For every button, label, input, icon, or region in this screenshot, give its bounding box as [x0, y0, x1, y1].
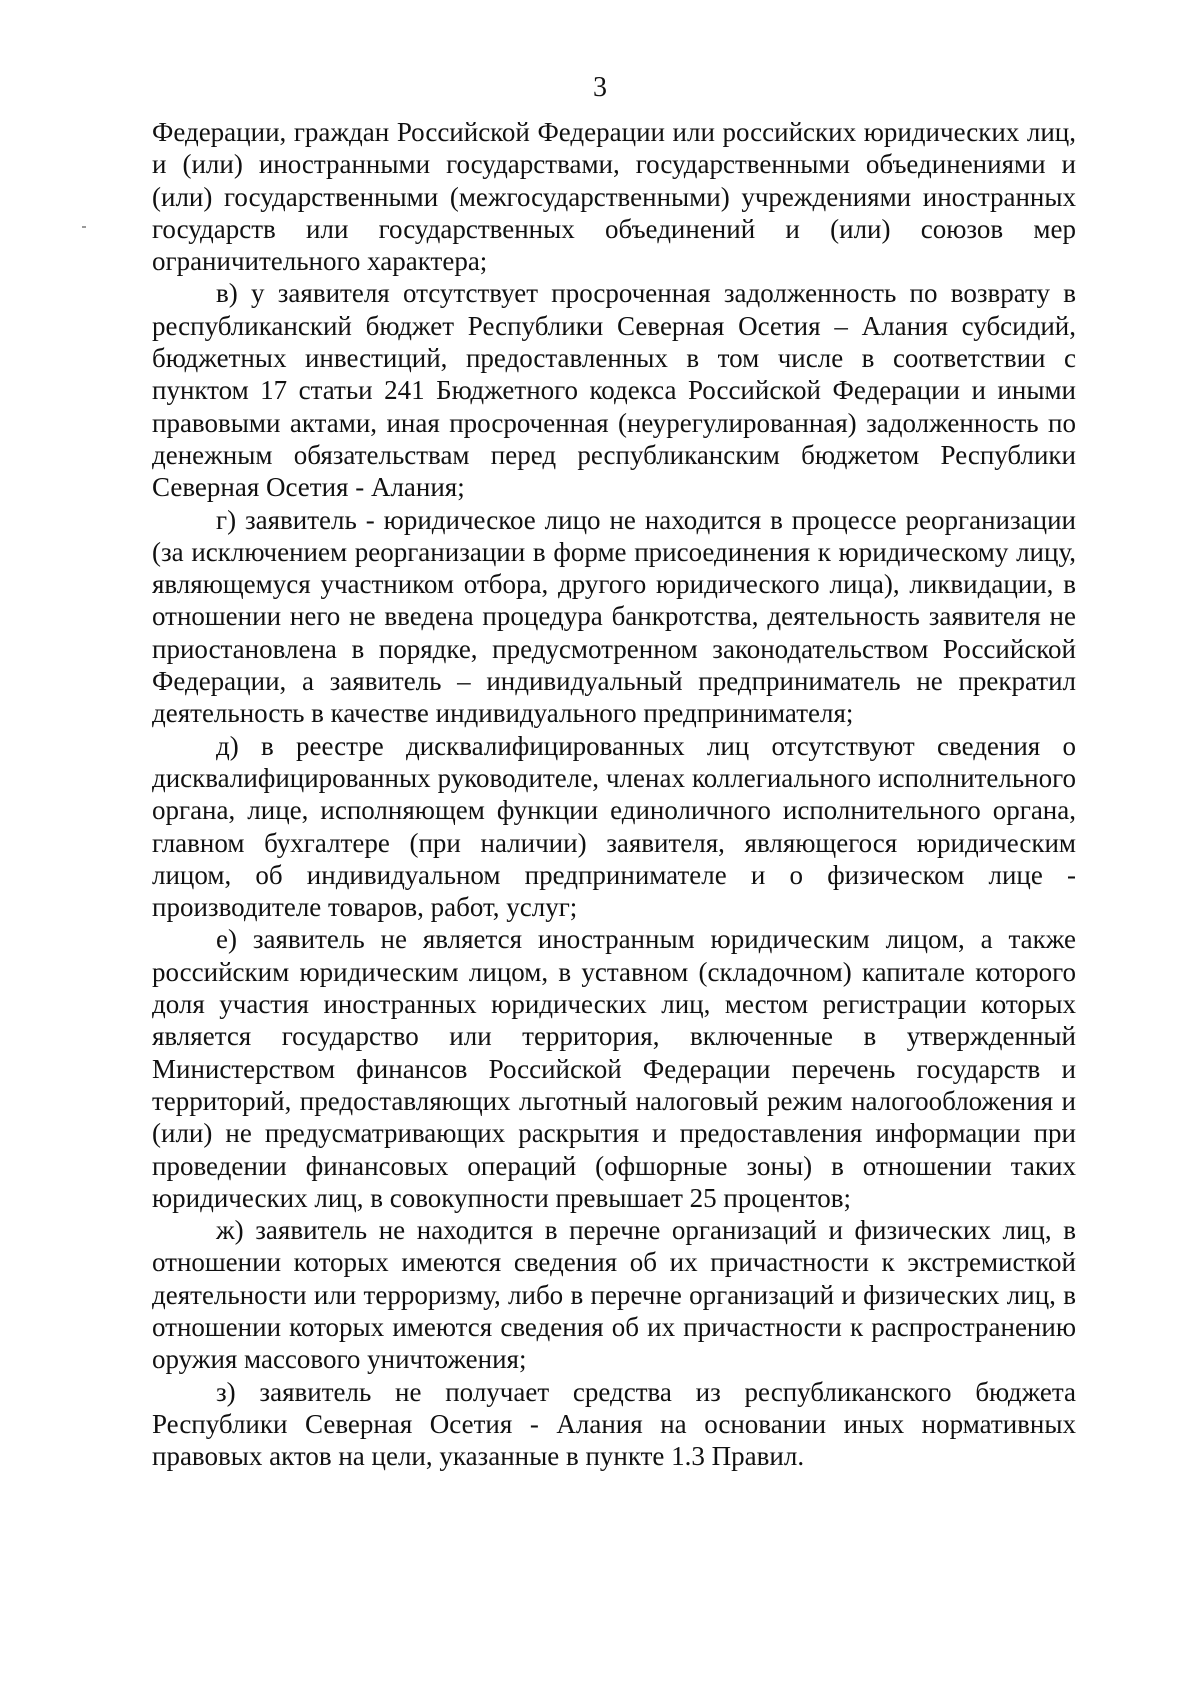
paragraph-item-v: в) у заявителя отсутствует просроченная задолженность по возврату в республиканский бюджет Республики Северная Осетия – Алания субсидий, бюджетных инвестиций, предоставленных в том числе в соответствии с пунктом 17 статьи 241 Бюджетного кодекса Российской Федерации и иными правовыми актами, иная просроченная (неурегулированная) задолженность по денежным обязательствам перед республиканским бюджетом Республики Северная Осетия - Алания; — [152, 278, 1076, 503]
paragraph-item-z: з) заявитель не получает средства из республиканского бюджета Республики Северная Осетия - Алания на основании иных нормативных правовых актов на цели, указанные в пункте 1.3 Правил. — [152, 1376, 1076, 1472]
paragraph-item-d: д) в реестре дисквалифицированных лиц отсутствуют сведения о дисквалифицированных руководителе, членах коллегиального исполнительного органа, лице, исполняющем функции единоличного исполнительного органа, главном бухгалтере (при наличии) заявителя, являющегося юридическим лицом, об индивидуальном предпринимателе и о физическом лице - производителе товаров, работ, услуг; — [152, 730, 1076, 923]
document-body — [152, 116, 1076, 1472]
paragraph-item-g: г) заявитель - юридическое лицо не находится в процессе реорганизации (за исключением реорганизации в форме присоединения к юридическому лицу, являющемуся участником отбора, другого юридического лица), ликвидации, в отношении него не введена процедура банкротства, деятельность заявителя не приостановлена в порядке, предусмотренном законодательством Российской Федерации, а заявитель – индивидуальный предприниматель не прекратил деятельность в качестве индивидуального предпринимателя; — [152, 504, 1076, 729]
page-number: 3 — [593, 72, 607, 103]
margin-mark — [82, 226, 86, 228]
paragraph-item-e: е) заявитель не является иностранным юридическим лицом, а также российским юридическим лицом, в уставном (складочном) капитале которого доля участия иностранных юридических лиц, местом регистрации которых является государство или территория, включенные в утвержденный Министерством финансов Российской Федерации перечень государств и территорий, предоставляющих льготный налоговый режим налогообложения и (или) не предусматривающих раскрытия и предоставления информации при проведении финансовых операций (офшорные зоны) в отношении таких юридических лиц, в совокупности превышает 25 процентов; — [152, 924, 1076, 1213]
paragraph-item-zh: ж) заявитель не находится в перечне организаций и физических лиц, в отношении которых имеются сведения об их причастности к экстремисткой деятельности или терроризму, либо в перечне организаций и физических лиц, в отношении которых имеются сведения об их причастности к распространению оружия массового уничтожения; — [152, 1215, 1076, 1375]
paragraph-continuation: Федерации, граждан Российской Федерации или российских юридических лиц, и (или) иностранными государствами, государственными объединениями и (или) государственными (межгосударственными) учреждениями иностранных государств или государственных объединений и (или) союзов мер ограничительного характера; — [152, 117, 1076, 277]
